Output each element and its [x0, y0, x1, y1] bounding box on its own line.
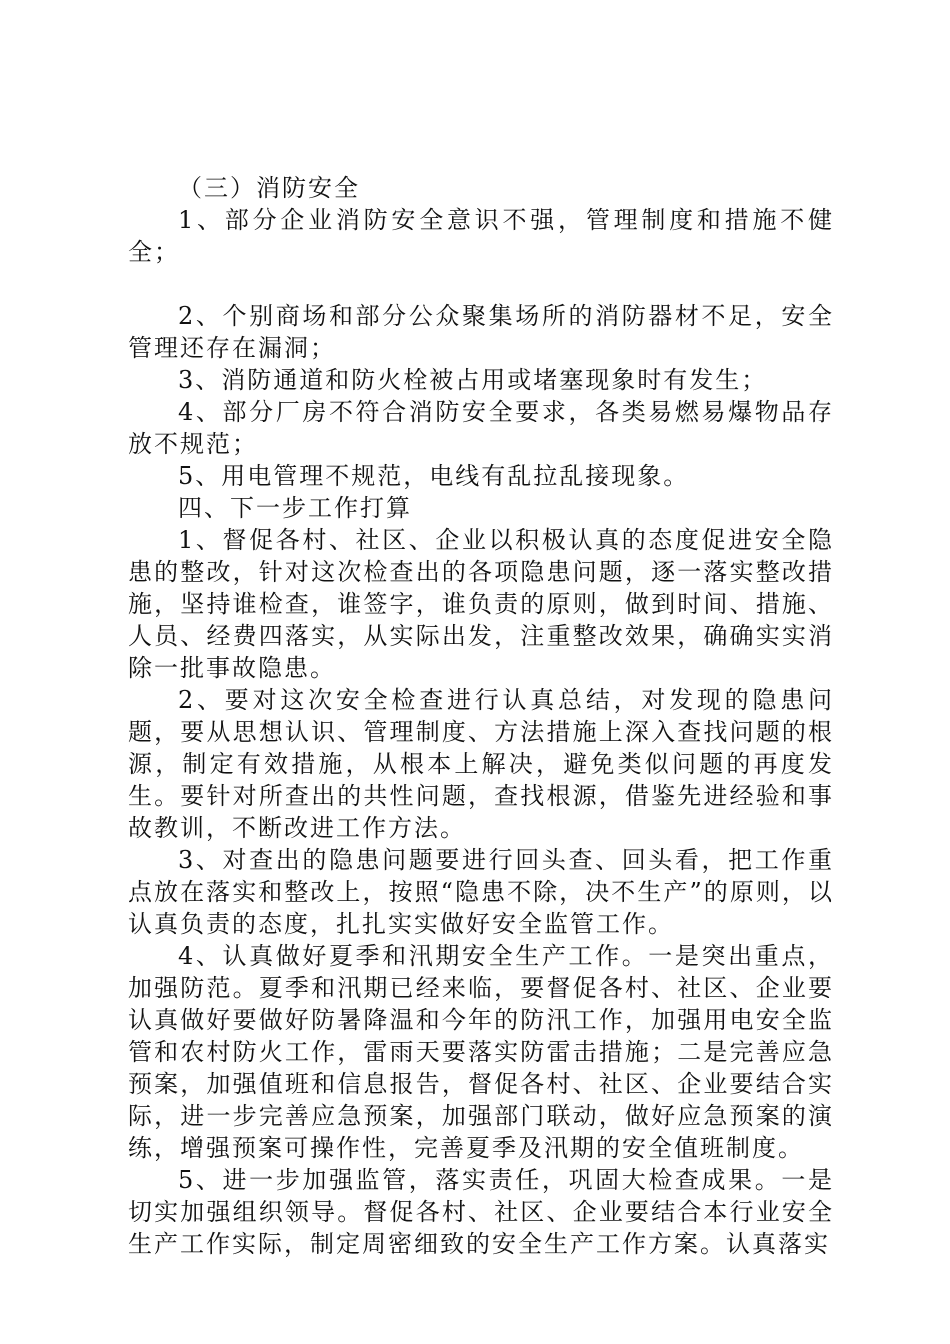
paragraph-next-step-5: 5、进一步加强监管，落实责任，巩固大检查成果。一是切实加强组织领导。督促各村、社区、企业要结合本行业安全生产工作实际，制定周密细致的安全生产工作方案。认真落实 — [128, 1166, 834, 1258]
document-body — [128, 172, 834, 1260]
paragraph-next-step-2: 2、要对这次安全检查进行认真总结，对发现的隐患问题，要从思想认识、管理制度、方法措施上深入查找问题的根源，制定有效措施，从根本上解决，避免类似问题的再度发生。要针对所查出的共性问题，查找根源，借鉴先进经验和事故教训，不断改进工作方法。 — [128, 686, 834, 842]
paragraph-next-step-1: 1、督促各村、社区、企业以积极认真的态度促进安全隐患的整改，针对这次检查出的各项隐患问题，逐一落实整改措施，坚持谁检查，谁签字，谁负责的原则，做到时间、措施、人员、经费四落实，从实际出发，注重整改效果，确确实实消除一批事故隐患。 — [128, 526, 834, 682]
paragraph-fire-issue-2: 2、个别商场和部分公众聚集场所的消防器材不足，安全管理还存在漏洞； — [128, 302, 834, 362]
section-heading-next-steps: 四、下一步工作打算 — [178, 494, 412, 522]
paragraph-next-step-3: 3、对查出的隐患问题要进行回头查、回头看，把工作重点放在落实和整改上，按照“隐患不除，决不生产”的原则，以认真负责的态度，扎扎实实做好安全监管工作。 — [128, 846, 834, 938]
paragraph-fire-issue-5: 5、用电管理不规范，电线有乱拉乱接现象。 — [178, 462, 690, 490]
paragraph-fire-issue-4: 4、部分厂房不符合消防安全要求，各类易燃易爆物品存放不规范； — [128, 398, 834, 458]
paragraph-fire-issue-3: 3、消防通道和防火栓被占用或堵塞现象时有发生； — [178, 366, 768, 394]
paragraph-next-step-4: 4、认真做好夏季和汛期安全生产工作。一是突出重点，加强防范。夏季和汛期已经来临，要督促各村、社区、企业要认真做好要做好防暑降温和今年的防汛工作，加强用电安全监管和农村防火工作，雷雨天要落实防雷击措施；二是完善应急预案，加强值班和信息报告，督促各村、社区、企业要结合实际，进一步完善应急预案，加强部门联动，做好应急预案的演练，增强预案可操作性，完善夏季及汛期的安全值班制度。 — [128, 942, 834, 1162]
paragraph-fire-issue-1: 1、部分企业消防安全意识不强，管理制度和措施不健全； — [128, 206, 834, 266]
section-heading-fire-safety: （三）消防安全 — [178, 174, 360, 202]
